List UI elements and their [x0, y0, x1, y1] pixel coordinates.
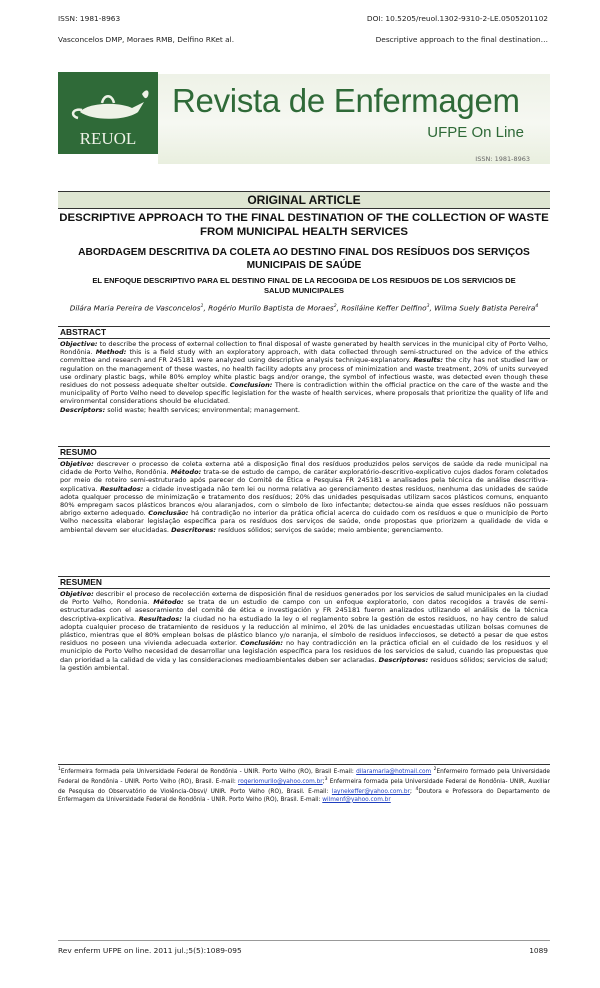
- author-2-sup: 2: [333, 304, 337, 309]
- author-sep-3: ,: [429, 303, 435, 313]
- resumo-section: [58, 446, 550, 534]
- title-portuguese: ABORDAGEM DESCRITIVA DA COLETA AO DESTINO FINAL DOS RESÍDUOS DOS SERVIÇOS MUNICIPAIS DE SAÚDE: [78, 247, 530, 271]
- email-link-4[interactable]: wilmenf@yahoo.com.br: [322, 796, 391, 803]
- footer-citation: Rev enferm UFPE on line. 2011 jul.;5(5):1089-095: [58, 946, 242, 955]
- running-authors: Vasconcelos DMP, Moraes RMB, Delfino RKet al.: [58, 35, 235, 44]
- journal-title: Revista de Enfermagem: [172, 82, 520, 119]
- running-title: Descriptive approach to the final destination…: [375, 35, 548, 44]
- lamp-icon: [58, 72, 158, 154]
- email-link-3[interactable]: laynekeffer@yahoo.com.br: [331, 789, 410, 796]
- issn: ISSN: 1981-8963: [58, 14, 121, 23]
- abstract-heading: ABSTRACT: [58, 326, 550, 339]
- email-link-2[interactable]: rogeriomurilo@yahoo.com.br: [238, 779, 323, 786]
- resumen-body: Objetivo: describir el proceso de recolección externa de disposición final de residuos generados por los servicios de salud municipales en la ciudad de Porto Velho, Rondonia. Método: se trata de un estudio de campo con un enfoque exploratorio, con datos recogidos a través de semi-estructuradas con el asesoramiento del comité de ética e investigación y FR 245181 fueron analizados utilizando el análisis de la técnica descriptiva-explicativa. Resultados: la ciudad no ha estudiado la ley o el reglamento sobre la gestión de estos residuos, no hay centro de salud adopta cualquier proceso de tratamiento de residuos y la reducción al mínimo, el 20% de las unidades encuestadas utilizan bolsas comunes de plástico, mientras que el 80% emplean bolsas de plástico blanco y/o naranja, el símbolo de residuos infecciosos, se detectó a pesar de que estos residuos no poseen una vivienda adecuada exterior. Conclusión: no hay contradicción en la práctica oficial en el cuidado de los residuos y el municipio de Porto Velho necesidad de desarrollar una legislación específica para los residuos de los servicios de salud, cuando las propuestas que dan prioridad a la calidad de vida y las consideraciones medioambientales deben ser aclaradas. Descriptores: residuos sólidos; servicios de salud; la gestión ambiental.: [60, 590, 549, 672]
- author-1-sup: 1: [200, 304, 204, 309]
- resumo-body: Objetivo: descrever o processo de coleta externa até a disposição final dos resíduos produzidos pelos serviços de saúde da rede municipal na cidade de Porto Velho, Rondônia. Método: trata-se de estudo de campo, de caráter exploratório-descritivo-explicativo cujos dados foram coletados por meio de roteiro semi-estruturado após parecer do Comitê de Ética e Pesquisa FR 245181 e analisados pela técnica de análise descritiva-explicativa. Resultados: a cidade investigada não tem lei ou norma relativa ao gerenciamento destes resíduos, nenhuma das unidades de saúde adota qualquer processo de minimização e tratamento dos resíduos; 20% das unidades pesquisadas utilizam sacos plásticos comuns, enquanto 80% empregam sacos plásticos brancos e/ou alaranjados, com o símbolo de lixo infectante; detectou-se ainda que esses resíduos não possuam abrigo externo adequado. Conclusão: há contradição no interior da prática oficial acerca do cuidado com os resíduos e que o município de Porto Velho necessita elaborar legislação específica para os resíduos dos serviços de saúde, onde propostas que priorizem a qualidade de vida e ambiental devem ser elucidadas. Descritores: resíduos sólidos; serviços de saúde; meio ambiente; gerenciamento.: [60, 460, 549, 534]
- doi: DOI: 10.5205/reuol.1302-9310-2-LE.0505201102: [366, 14, 548, 23]
- footer-rule: [58, 940, 550, 941]
- footnote-1-sup: 1: [58, 767, 61, 772]
- abstract-section: [58, 326, 550, 414]
- author-3: Rosiláine Keffer Delfino: [341, 303, 427, 313]
- author-3-sup: 3: [426, 304, 430, 309]
- journal-banner: [58, 60, 550, 172]
- author-list: [58, 302, 550, 313]
- footnote-4: Doutora e Professora do Departamento de Enfermagem da Universidade Federal de Rondônia - UNIR. Porto Velho (RO), Brasil. E-mail:: [58, 789, 550, 803]
- footnote-3-sup: 3: [324, 777, 328, 783]
- section-label-text: ORIGINAL ARTICLE: [247, 193, 361, 207]
- author-4: Wilma Suely Batista Pereira: [434, 303, 536, 313]
- author-sep-2: ,: [336, 303, 342, 313]
- footnote-3: Enfermeira formada pela Universidade Federal de Rondônia- UNIR, Auxiliar de Pesquisa do Observatório de Violência-Obsvi/ UNIR. Porto Velho (RO), Brasil. E-mail:: [58, 779, 550, 796]
- author-2: Rogério Murilo Baptista de Moraes: [208, 303, 334, 313]
- footnote-2-sup: 2: [433, 767, 437, 772]
- journal-logo: [58, 72, 158, 154]
- footnote-2: Enfermeiro formado pela Universidade Federal de Rondônia - UNIR. Porto Velho (RO), Brasil. E-mail:: [58, 768, 551, 786]
- email-link-1[interactable]: dilaramaria@hotmail.com: [356, 768, 432, 775]
- page-number: 1089: [529, 946, 548, 955]
- abstract-body: Objective: to describe the process of external collection to final disposal of waste generated by health services in the municipal city of Porto Velho, Rondônia. Method: this is a field study with an exploratory approach, with data collected through semi-structured on the advice of the ethics committee and research and FR 245181 were analyzed using descriptive analysis technique-explanatory. Results: the city has not studied law or regulation on the management of these wastes, no health facility adopts any process of minimization and waste treatment, 20% of units surveyed use ordinary plastic bags, while 80% employ white plastic bags and/or orange, the symbol of infectious waste, was detected even though these residues do not possess adequate shelter outside. Conclusion: There is contradiction within the official practice on the care of the waste and the municipality of Porto Velho need to develop specific legislation for the waste of health services, where proposals that prioritize the quality of life and environmental considerations should be elucidated. Descriptors: solid waste; health services; environmental; management.: [60, 340, 548, 414]
- author-4-sup: 4: [535, 304, 539, 309]
- resumo-heading: RESUMO: [58, 446, 550, 459]
- resumen-heading: RESUMEN: [58, 576, 550, 589]
- banner-issn: ISSN: 1981-8963: [475, 155, 530, 163]
- title-english: DESCRIPTIVE APPROACH TO THE FINAL DESTINATION OF THE COLLECTION OF WASTE FROM MUNICIPAL HEALTH SERVICES: [59, 212, 549, 238]
- journal-subtitle: UFPE On Line: [427, 124, 524, 141]
- author-1: Dilára Maria Pereira de Vasconcelos: [69, 303, 201, 313]
- footnotes: $^1$Enfermeira formada pela Universidade Federal de Rondônia - UNIR. Porto Velho (RO), Brasil E-mail: dilaramaria@hotmail.com $^2$Enfermeiro formado pela Universidade Federal de Rondônia - UNIR. Porto Velho (RO), Brasil. E-mail: rogeriomurilo@yahoo.com.br;$^3$ Enfermeira formada pela Universidade Federal de Rondônia- UNIR, Auxiliar de Pesquisa do Observatório de Violência-Obsvi/ UNIR. Porto Velho (RO), Brasil. E-mail: laynekeffer@yahoo.com.br; $^4$Doutora e Professora do Departamento de Enfermagem da Universidade Federal de Rondônia - UNIR. Porto Velho (RO), Brasil. E-mail: wilmenf@yahoo.com.br: [58, 764, 550, 804]
- title-spanish: EL ENFOQUE DESCRIPTIVO PARA EL DESTINO FINAL DE LA RECOGIDA DE LOS RESIDUOS DE LOS SERVICIOS DE SALUD MUNICIPALES: [92, 276, 516, 295]
- svg-text:REUOL: REUOL: [79, 129, 137, 148]
- author-sep-1: ,: [203, 303, 209, 313]
- resumen-section: [58, 576, 550, 672]
- section-label: [58, 191, 550, 209]
- footnote-4-sup: 4: [415, 787, 419, 793]
- footnote-1: Enfermeira formada pela Universidade Federal de Rondônia - UNIR. Porto Velho (RO), Brasil E-mail:: [60, 768, 357, 775]
